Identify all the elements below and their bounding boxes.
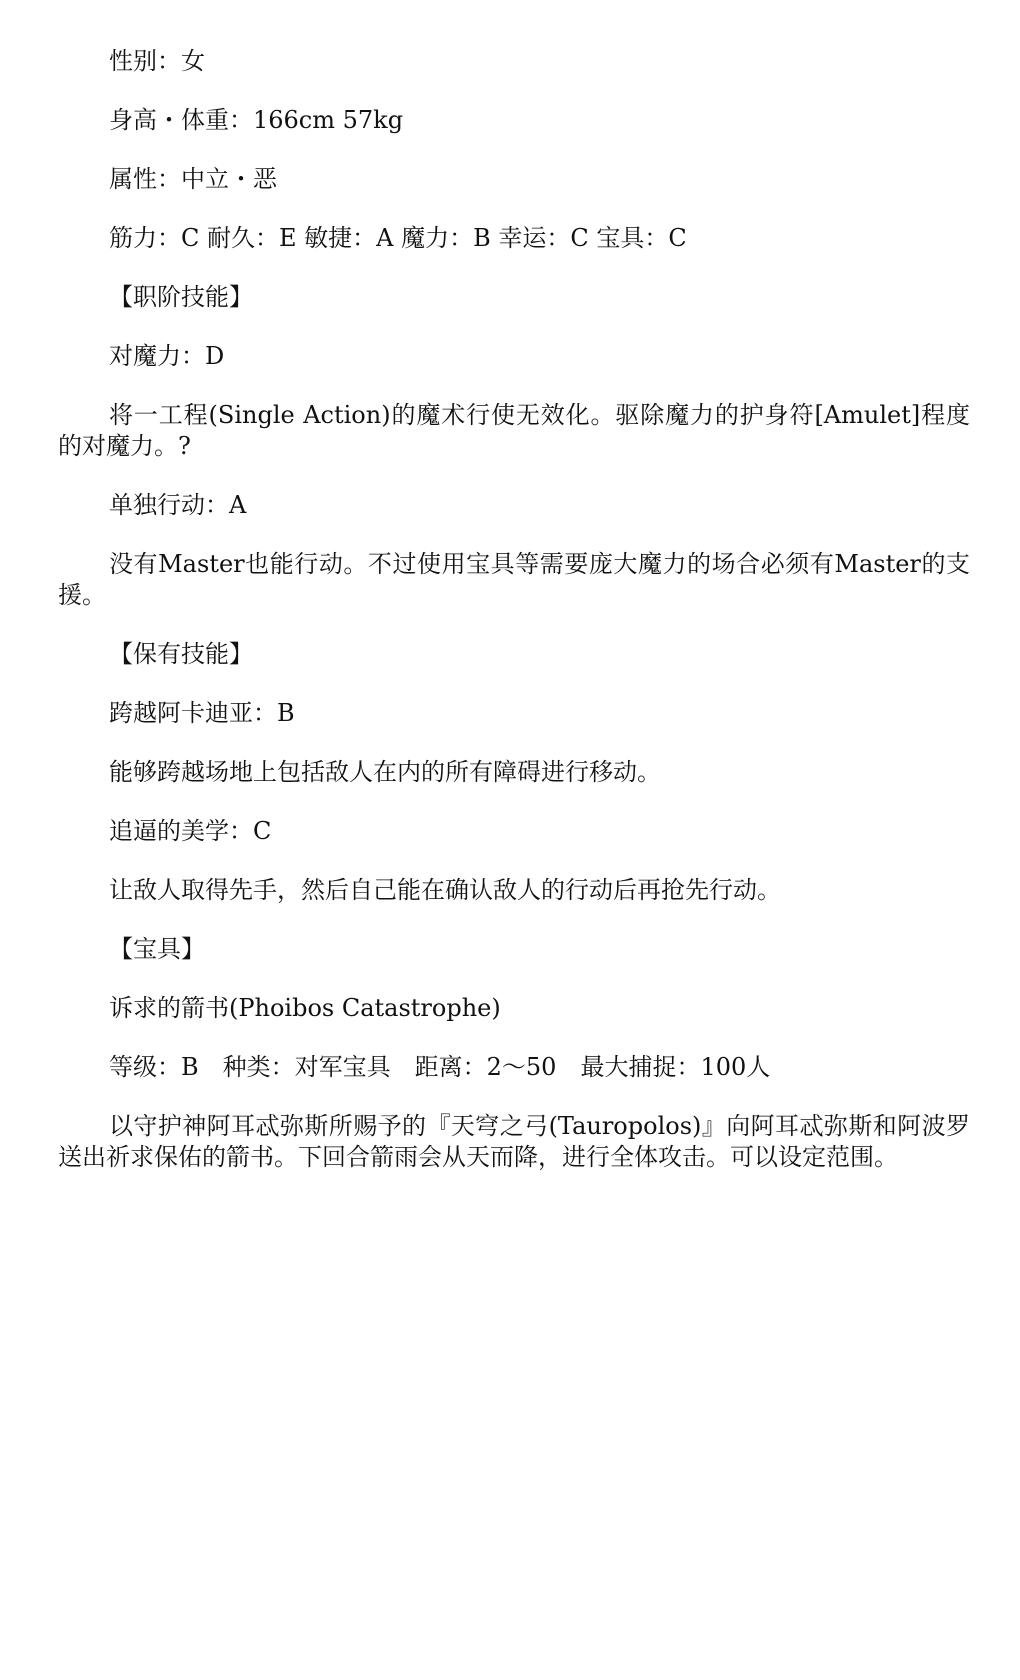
noble-phantasm-description: 以守护神阿耳忒弥斯所赐予的『天穹之弓(Tauropolos)』向阿耳忒弥斯和阿波罗送出祈求保佑的箭书。下回合箭雨会从天而降，进行全体攻击。可以设定范围。 <box>58 1112 970 1171</box>
crossing-arcadia-description: 能够跨越场地上包括敌人在内的所有障碍进行移动。 <box>109 758 661 786</box>
magic-resistance-title: 对魔力：D <box>109 342 225 370</box>
aesthetics-of-pursuit-title: 追逼的美学：C <box>109 817 272 845</box>
document-body <box>58 46 970 1201</box>
magic-resistance-description: 将一工程(Single Action)的魔术行使无效化。驱除魔力的护身符[Amulet]程度的对魔力。? <box>58 401 970 460</box>
independent-action-title: 单独行动：A <box>109 491 247 519</box>
noble-phantasm-stats: 等级：B 种类：对军宝具 距离：2～50 最大捕捉：100人 <box>109 1053 771 1081</box>
noble-phantasm-title: 诉求的箭书(Phoibos Catastrophe) <box>109 994 501 1022</box>
height-weight-line: 身高・体重：166cm 57kg <box>109 106 404 134</box>
noble-phantasm-heading: 【宝具】 <box>109 935 205 963</box>
crossing-arcadia-title: 跨越阿卡迪亚：B <box>109 699 295 727</box>
gender-line: 性别：女 <box>109 47 205 75</box>
personal-skills-heading: 【保有技能】 <box>109 640 253 668</box>
alignment-line: 属性：中立・恶 <box>109 165 277 193</box>
aesthetics-of-pursuit-description: 让敌人取得先手，然后自己能在确认敌人的行动后再抢先行动。 <box>109 876 781 904</box>
independent-action-description: 没有Master也能行动。不过使用宝具等需要庞大魔力的场合必须有Master的支援。 <box>58 550 970 609</box>
class-skills-heading: 【职阶技能】 <box>109 283 253 311</box>
parameters-line: 筋力：C 耐久：E 敏捷：A 魔力：B 幸运：C 宝具：C <box>109 224 687 252</box>
